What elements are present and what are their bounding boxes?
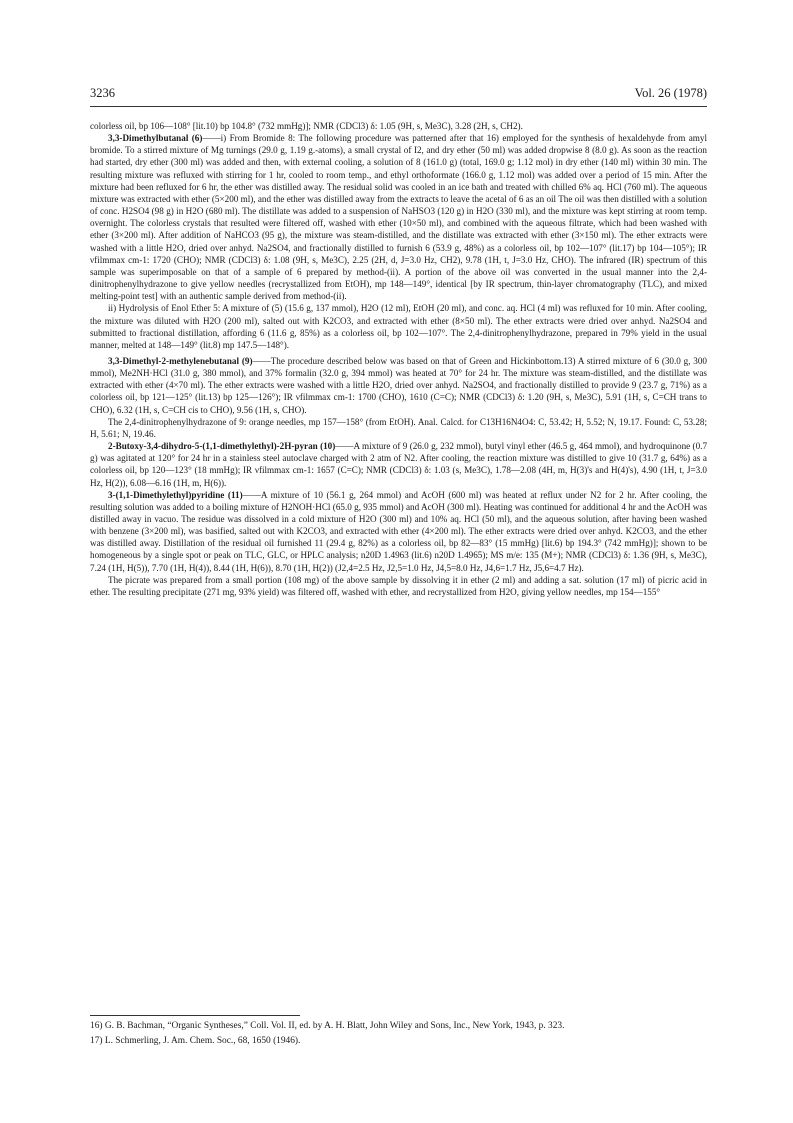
paragraph: The 2,4-dinitrophenylhydrazone of 9: orange needles, mp 157—158° (from EtOH). Anal. Calcd. for C13H16N4O4: C, 53.42; H, 5.52; N, 19.17. Found: C, 53.28; H, 5.61; N, 19.46. [90,416,707,439]
page-number: 3236 [90,86,115,100]
paragraph: colorless oil, bp 106—108° [lit.10) bp 104.8° (732 mmHg)]; NMR (CDCl3) δ: 1.05 (9H, s, Me3C), 3.28 (2H, s, CH2). [90,121,523,131]
compound-heading: 2-Butoxy-3,4-dihydro-5-(1,1-dimethylethyl)-2H-pyran (10) [108,441,336,452]
compound-heading: 3,3-Dimethyl-2-methylenebutanal (9) [108,355,253,366]
volume-label: Vol. 26 (1978) [634,86,707,100]
compound-heading: 3-(1,1-Dimethylethyl)pyridine (11) [108,489,243,500]
footnote: 16) G. B. Bachman, “Organic Syntheses,” Coll. Vol. II, ed. by A. H. Blatt, John Wiley and Sons, Inc., New York, 1943, p. 323. [90,1021,565,1031]
paragraph: ii) Hydrolysis of Enol Ether 5: A mixture of (5) (15.6 g, 137 mmol), H2O (12 ml), EtOH (20 ml), and conc. aq. HCl (4 ml) was refluxed for 10 min. After cooling, the mixture was diluted with H2O (200 ml), salted out with K2CO3, and extracted with ether (8×50 ml). The ether extracts were dried over anhyd. Na2SO4 and submitted to fractional distillation, affording 6 (11.6 g, 85%) as a colorless oil, bp 102—107°. The 2,4-dinitrophenylhydrazone, prepared in 79% yield in the usual manner, melted at 148—149° (lit.8) mp 147.5—148°). [90,303,707,350]
paragraph: 3,3-Dimethylbutanal (6)——i) From Bromide 8: The following procedure was patterned after that 16) employed for the synthesis of hexaldehyde from amyl bromide. To a stirred mixture of Mg turnings (29.0 g, 1.19 g.-atoms), a small crystal of I2, and dry ether (50 ml) was added dropwise 8 (8.0 g). As soon as the reaction had started, dry ether (300 ml) was added and then, with external cooling, a solution of 8 (161.0 g) (total, 169.0 g; 1.12 mol) in dry ether (140 ml) within 30 min. The resulting mixture was refluxed with stirring for 1 hr, cooled to room temp., and ethyl orthoformate (166.0 g, 1.12 mol) was added over a period of 15 min. After the mixture had been refluxed for 6 hr, the ether was distilled away. The residual solid was cooled in an ice bath and treated with chilled 6% aq. HCl (760 ml). The aqueous mixture was extracted with ether (5×200 ml), and the ether was distilled away from the extracts to leave the acetal of 6 as an oil The oil was then distilled with a solution of conc. H2SO4 (98 g) in H2O (680 ml). The distillate was added to a suspension of NaHSO3 (120 g) in H2O (330 ml), and the mixture was kept stirring at room temp. overnight. The colorless crystals that resulted were filtered off, washed with ether (10×50 ml), and combined with the aqueous filtrate, which had been washed with ether (3×200 ml). After addition of NaHCO3 (95 g), the mixture was steam-distilled, and the distillate was extracted with ether (3×150 ml). The ether extracts were washed with a little H2O, dried over anhyd. Na2SO4, and fractionally distilled to furnish 6 (53.9 g, 48%) as a colorless oil, bp 102—107° (lit.17) bp 104—105°); IR νfilmmax cm-1: 1720 (CHO); NMR (CDCl3) δ: 1.08 (9H, s, Me3C), 2.25 (2H, d, J=3.0 Hz, CH2), 9.78 (1H, t, J=3.0 Hz, CHO). The infrared (IR) spectrum of this sample was superimposable on that of a sample of 6 prepared by method-(ii). A portion of the above oil was converted in the usual manner into the 2,4-dinitrophenylhydrazone to give yellow needles (recrystallized from EtOH), mp 148—149°, identical [by IR spectrum, thin-layer chromatography (TLC), and mixed melting-point test] with an authentic sample derived from method-(ii). [90,133,707,302]
article-body [90,120,707,598]
paragraph: The picrate was prepared from a small portion (108 mg) of the above sample by dissolving it in ether (2 ml) and adding a sat. solution (17 ml) of picric acid in ether. The resulting precipitate (271 mg, 93% yield) was filtered off, washed with ether, and recrystallized from H2O, giving yellow needles, mp 154—155° [90,574,707,597]
paragraph: 3-(1,1-Dimethylethyl)pyridine (11)——A mixture of 10 (56.1 g, 264 mmol) and AcOH (600 ml) was heated at reflux under N2 for 2 hr. After cooling, the resulting solution was added to a boiling mixture of H2NOH·HCl (65.0 g, 935 mmol) and AcOH (300 ml). Heating was continued for additional 4 hr and the AcOH was distilled away in vacuo. The residue was dissolved in a cold mixture of H2O (300 ml) and 10% aq. HCl (50 ml), and the aqueous solution, after having been washed with benzene (3×200 ml), was basified, salted out with K2CO3, and extracted with ether (4×200 ml). The ether extracts were dried over anhyd. K2CO3, and the ether was distilled away. Distillation of the residual oil furnished 11 (29.4 g, 82%) as a colorless oil, bp 82—83° (15 mmHg) [lit.6) bp 194.3° (742 mmHg)]; shown to be homogeneous by a single spot or peak on TLC, GLC, or HPLC analysis; n20D 1.4963 (lit.6) n20D 1.4965); MS m/e: 135 (M+); NMR (CDCl3) δ: 1.36 (9H, s, Me3C), 7.24 (1H, H(5)), 7.70 (1H, H(4)), 8.44 (1H, H(6)), 8.70 (1H, H(2)) (J2,4=2.5 Hz, J2,5=1.0 Hz, J4,5=8.0 Hz, J4,6=1.7 Hz, J5,6=4.7 Hz). [90,489,708,573]
paragraph: 2-Butoxy-3,4-dihydro-5-(1,1-dimethylethyl)-2H-pyran (10)——A mixture of 9 (26.0 g, 232 mmol), butyl vinyl ether (46.5 g, 464 mmol), and hydroquinone (0.7 g) was agitated at 120° for 24 hr in a stainless steel autoclave charged with 2 atm of N2. After cooling, the reaction mixture was distilled to give 10 (31.7 g, 64%) as a colorless oil, bp 120—123° (18 mmHg); IR νfilmmax cm-1: 1657 (C=C); NMR (CDCl3) δ: 1.03 (s, Me3C), 1.78—2.08 (4H, m, H(3)'s and H(4)'s), 4.90 (1H, t, J=3.0 Hz, H(2)), 6.08—6.16 (1H, m, H(6)). [90,441,708,488]
footnote: 17) L. Schmerling, J. Am. Chem. Soc., 68, 1650 (1946). [90,1036,301,1046]
paragraph: 3,3-Dimethyl-2-methylenebutanal (9)——The procedure described below was based on that of Green and Hickinbottom.13) A stirred mixture of 6 (30.0 g, 300 mmol), Me2NH·HCl (31.0 g, 380 mmol), and 37% formalin (32.0 g, 394 mmol) was heated at 70° for 24 hr. The mixture was steam-distilled, and the distillate was extracted with ether (4×70 ml). The ether extracts were washed with a little H2O, dried over anhyd. Na2SO4, and fractionally distilled to provide 9 (23.7 g, 71%) as a colorless oil, bp 121—125° (lit.13) bp 125—126°); IR νfilmmax cm-1: 1700 (CHO), 1610 (C=C); NMR (CDCl3) δ: 1.20 (9H, s, Me3C), 5.91 (1H, s, C=CH trans to CHO), 6.32 (1H, s, C=CH cis to CHO), 9.56 (1H, s, CHO). [90,355,707,415]
footnotes [90,1020,707,1050]
header-rule [90,106,707,107]
page-header [90,86,707,102]
compound-heading: 3,3-Dimethylbutanal (6) [108,133,203,144]
footnote-rule [90,1015,300,1016]
